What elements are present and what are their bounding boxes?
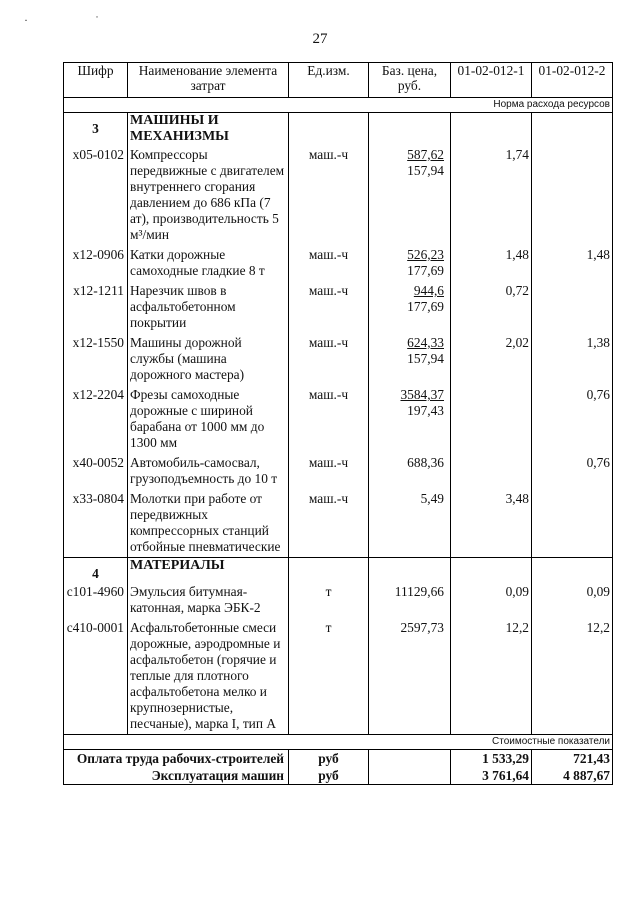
price-wage: 177,69 xyxy=(407,299,444,314)
price-base: 2597,73 xyxy=(400,620,444,635)
table-row xyxy=(64,145,613,245)
totals-col1: 3 761,64 xyxy=(451,767,532,785)
row-name: Асфальтобетонные смеси дорожные, аэродромные и асфальтобетон (горячие и теплые для плотного асфальтобетона мелко и крупнозернистые, песчаные), марка I, тип А xyxy=(128,618,289,735)
row-unit: маш.-ч xyxy=(289,245,369,281)
price-base: 688,36 xyxy=(407,455,444,470)
price-base: 526,23 xyxy=(407,247,444,262)
row-name: Фрезы самоходные дорожные с шириной барабана от 1000 мм до 1300 мм xyxy=(128,385,289,453)
row-value-col1: 0,09 xyxy=(451,582,532,618)
row-price xyxy=(369,281,451,333)
header-row xyxy=(64,63,613,98)
totals-unit: руб xyxy=(289,767,369,785)
row-unit: маш.-ч xyxy=(289,489,369,558)
row-price xyxy=(369,385,451,453)
section-number: 4 xyxy=(64,558,128,583)
totals-col1: 1 533,29 xyxy=(451,750,532,768)
totals-col2: 721,43 xyxy=(532,750,613,768)
resource-table xyxy=(63,62,613,785)
row-code: х12-1550 xyxy=(64,333,128,385)
row-name: Катки дорожные самоходные гладкие 8 т xyxy=(128,245,289,281)
row-unit: т xyxy=(289,582,369,618)
header-price: Баз. цена, руб. xyxy=(369,63,451,98)
row-name: Нарезчик швов в асфальтобетонном покрытии xyxy=(128,281,289,333)
band-resources: Норма расхода ресурсов xyxy=(64,98,613,113)
row-value-col1: 12,2 xyxy=(451,618,532,735)
row-code: х33-0804 xyxy=(64,489,128,558)
empty-cell xyxy=(289,113,369,146)
table-row xyxy=(64,453,613,489)
section-title: МАТЕРИАЛЫ xyxy=(128,558,289,583)
row-value-col1: 1,74 xyxy=(451,145,532,245)
row-price xyxy=(369,333,451,385)
row-name: Автомобиль-самосвал, грузоподъемность до 10 т xyxy=(128,453,289,489)
totals-col2: 4 887,67 xyxy=(532,767,613,785)
row-unit: маш.-ч xyxy=(289,333,369,385)
row-code: с101-4960 xyxy=(64,582,128,618)
empty-cell xyxy=(451,113,532,146)
band-costs: Стоимостные показатели xyxy=(64,735,613,750)
price-wage: 197,43 xyxy=(407,403,444,418)
price-base: 944,6 xyxy=(413,283,444,298)
table-row xyxy=(64,281,613,333)
header-name: Наименование элемента затрат xyxy=(128,63,289,98)
totals-unit: руб xyxy=(289,750,369,768)
band-costs-row xyxy=(64,735,613,750)
header-unit: Ед.изм. xyxy=(289,63,369,98)
row-code: х12-2204 xyxy=(64,385,128,453)
row-price xyxy=(369,245,451,281)
table-row xyxy=(64,385,613,453)
row-price xyxy=(369,453,451,489)
price-wage: 177,69 xyxy=(407,263,444,278)
section-number: 3 xyxy=(64,113,128,146)
table-row xyxy=(64,618,613,735)
price-base: 624,33 xyxy=(407,335,444,350)
totals-row xyxy=(64,767,613,785)
totals-label: Оплата труда рабочих-строителей xyxy=(64,750,289,768)
price-base: 5,49 xyxy=(420,491,444,506)
totals-row xyxy=(64,750,613,768)
row-unit: маш.-ч xyxy=(289,145,369,245)
table-row xyxy=(64,489,613,558)
row-code: х05-0102 xyxy=(64,145,128,245)
row-value-col2: 0,76 xyxy=(532,453,613,489)
totals-label: Эксплуатация машин xyxy=(64,767,289,785)
empty-cell xyxy=(369,558,451,583)
row-value-col1 xyxy=(451,385,532,453)
row-name: Молотки при работе от передвижных компрессорных станций отбойные пневматические xyxy=(128,489,289,558)
row-price xyxy=(369,489,451,558)
row-value-col2 xyxy=(532,281,613,333)
corner-marks: · ˙ xyxy=(24,13,131,27)
price-base: 11129,66 xyxy=(394,584,444,599)
row-code: с410-0001 xyxy=(64,618,128,735)
empty-cell xyxy=(451,558,532,583)
band-resources-row xyxy=(64,98,613,113)
table-row xyxy=(64,333,613,385)
section-header-row xyxy=(64,558,613,583)
empty-cell xyxy=(532,113,613,146)
empty-cell xyxy=(369,767,451,785)
price-wage: 157,94 xyxy=(407,163,444,178)
row-value-col1: 2,02 xyxy=(451,333,532,385)
row-code: х40-0052 xyxy=(64,453,128,489)
row-unit: маш.-ч xyxy=(289,281,369,333)
header-code: Шифр xyxy=(64,63,128,98)
row-name: Эмульсия битумная-катонная, марка ЭБК-2 xyxy=(128,582,289,618)
row-value-col2 xyxy=(532,145,613,245)
row-value-col2: 1,38 xyxy=(532,333,613,385)
row-value-col1: 3,48 xyxy=(451,489,532,558)
empty-cell xyxy=(369,750,451,768)
page-number: 27 xyxy=(312,31,328,47)
row-name: Компрессоры передвижные с двигателем внутреннего сгорания давлением до 686 кПа (7 ат), производительность 5 м³/мин xyxy=(128,145,289,245)
price-base: 3584,37 xyxy=(400,387,444,402)
row-code: х12-0906 xyxy=(64,245,128,281)
row-unit: маш.-ч xyxy=(289,385,369,453)
table-row xyxy=(64,245,613,281)
section-title: МАШИНЫ И МЕХАНИЗМЫ xyxy=(128,113,289,146)
table-row xyxy=(64,582,613,618)
empty-cell xyxy=(532,558,613,583)
header-col2: 01-02-012-2 xyxy=(532,63,613,98)
row-name: Машины дорожной службы (машина дорожного мастера) xyxy=(128,333,289,385)
empty-cell xyxy=(289,558,369,583)
row-value-col2: 0,09 xyxy=(532,582,613,618)
row-value-col2: 1,48 xyxy=(532,245,613,281)
empty-cell xyxy=(369,113,451,146)
row-value-col1: 1,48 xyxy=(451,245,532,281)
row-code: х12-1211 xyxy=(64,281,128,333)
row-value-col2: 12,2 xyxy=(532,618,613,735)
row-unit: т xyxy=(289,618,369,735)
row-price xyxy=(369,145,451,245)
price-wage: 157,94 xyxy=(407,351,444,366)
row-price xyxy=(369,582,451,618)
row-value-col2 xyxy=(532,489,613,558)
section-header-row xyxy=(64,113,613,146)
header-col1: 01-02-012-1 xyxy=(451,63,532,98)
row-unit: маш.-ч xyxy=(289,453,369,489)
row-value-col2: 0,76 xyxy=(532,385,613,453)
row-price xyxy=(369,618,451,735)
row-value-col1 xyxy=(451,453,532,489)
row-value-col1: 0,72 xyxy=(451,281,532,333)
price-base: 587,62 xyxy=(407,147,444,162)
